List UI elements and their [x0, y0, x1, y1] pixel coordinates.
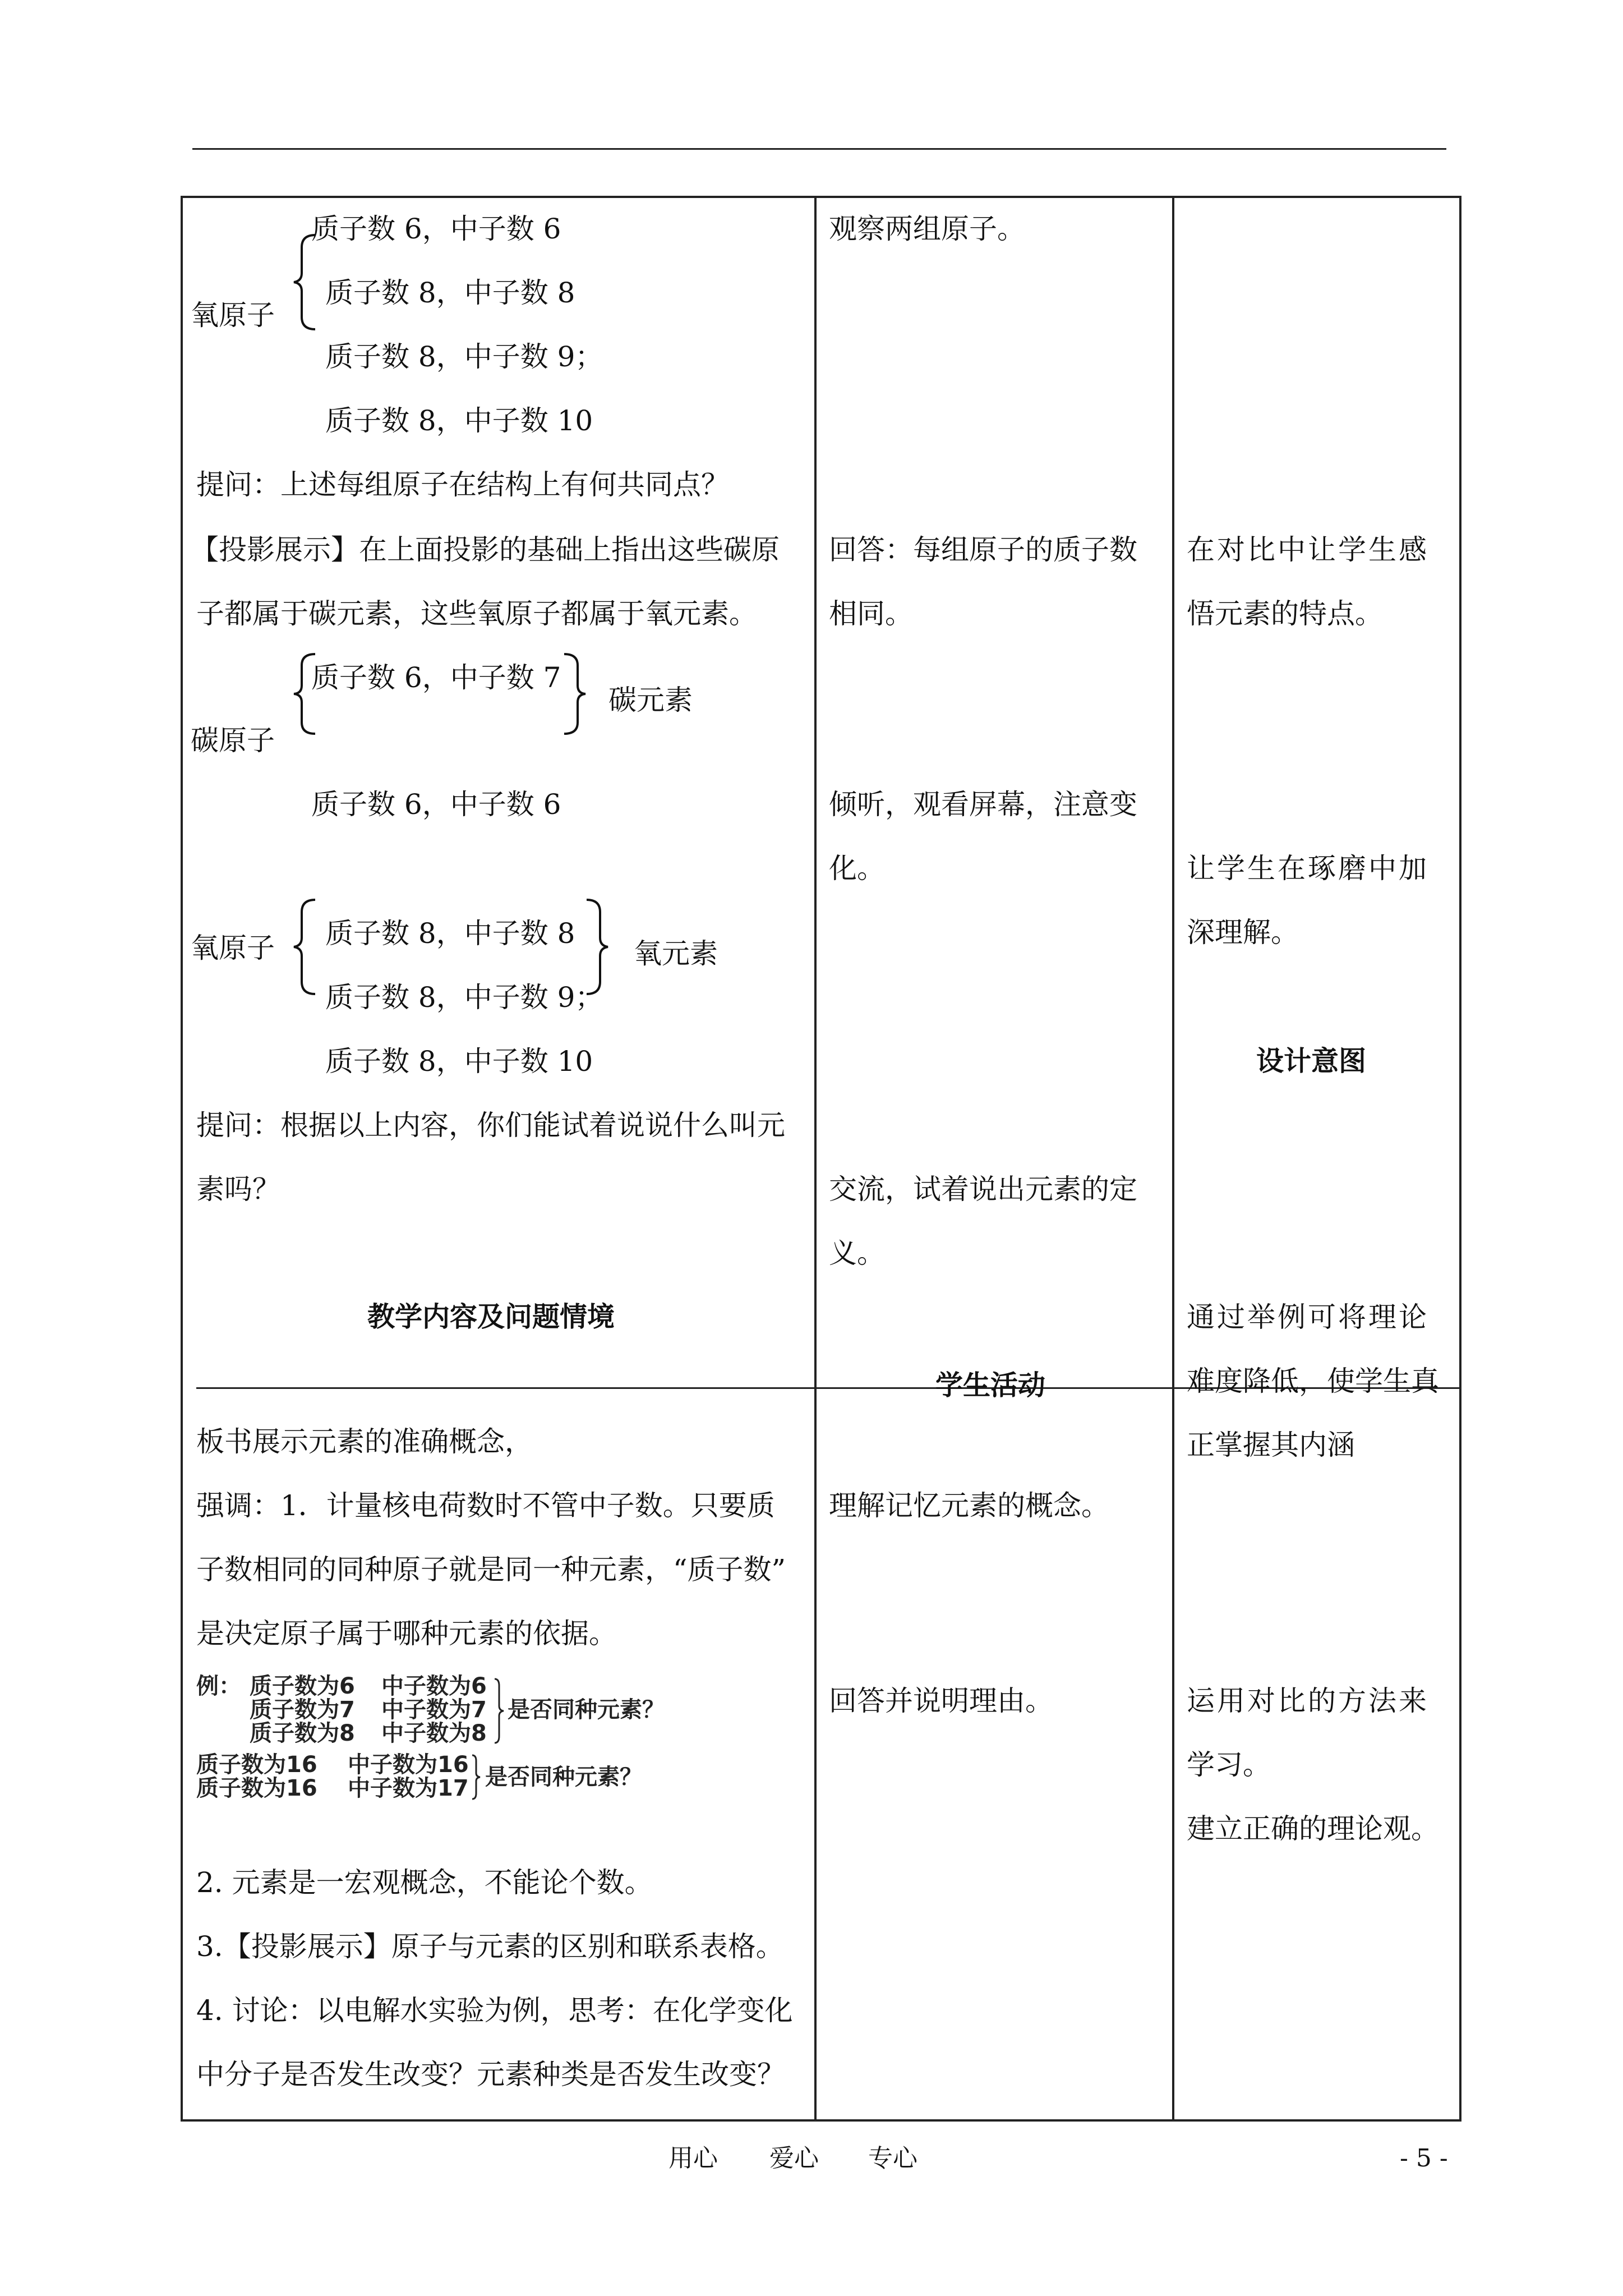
intent-2-line-1: 让学生在琢磨中加: [1187, 852, 1429, 885]
intent-3-line-1: 通过举例可将理论: [1187, 1301, 1429, 1333]
point-4-line-1: 4. 讨论：以电解水实验为例，思考：在化学变化: [196, 1994, 793, 2027]
page-number: - 5 -: [1400, 2144, 1448, 2173]
activity-memorize: 理解记忆元素的概念。: [829, 1489, 1109, 1522]
intent-4-line-3: 建立正确的理论观。: [1187, 1812, 1439, 1845]
oxygen-element-label: 氧元素: [634, 937, 718, 970]
projection-1-line-1: 【投影展示】在上面投影的基础上指出这些碳原: [191, 533, 780, 566]
example-row-5-protons: 质子数为16: [196, 1775, 317, 1801]
example-row-3-protons: 质子数为8: [250, 1720, 355, 1746]
question-1: 提问：上述每组原子在结构上有何共同点？: [196, 468, 729, 501]
table-divider-1: [814, 196, 817, 2122]
header-design-intent: 设计意图: [1256, 1045, 1367, 1077]
brace-icon: [494, 1678, 505, 1744]
carbon-group-2-line-1: 质子数 6，中子数 7: [311, 661, 561, 694]
table-bottom-border: [181, 2119, 1461, 2122]
activity-answer-2: 回答并说明理由。: [829, 1685, 1053, 1717]
point-3: 3.【投影展示】原子与元素的区别和联系表格。: [196, 1930, 784, 1963]
brace-icon: [471, 1754, 481, 1800]
example-label: 例：: [196, 1673, 241, 1699]
header-rule: [192, 148, 1446, 150]
activity-answer-1-line-1: 回答：每组原子的质子数: [829, 533, 1137, 566]
oxygen-group-2-line-1: 质子数 8，中子数 8: [325, 917, 575, 950]
emphasis-line-2: 子数相同的同种原子就是同一种元素，“质子数”: [196, 1553, 786, 1586]
header-student-activity: 学生活动: [935, 1369, 1046, 1401]
intent-4-line-2: 学习。: [1187, 1749, 1271, 1781]
example-row-1-protons: 质子数为6: [250, 1673, 355, 1699]
brace-icon: [291, 233, 319, 331]
oxygen-atom-label-2: 氧原子: [191, 932, 275, 964]
activity-answer-1-line-2: 相同。: [829, 597, 913, 630]
carbon-element-label: 碳元素: [608, 684, 693, 716]
activity-discuss-line-1: 交流，试着说出元素的定: [829, 1173, 1137, 1205]
emphasis-line-1: 强调：1．计量核电荷数时不管中子数。只要质: [196, 1489, 775, 1522]
carbon-group-1-line-1: 质子数 6，中子数 6: [311, 213, 561, 245]
example-question-1: 是否同种元素？: [508, 1697, 665, 1723]
example-question-2: 是否同种元素？: [485, 1764, 642, 1790]
activity-observe: 观察两组原子。: [829, 213, 1025, 245]
intent-3-line-2: 难度降低，使学生真: [1187, 1365, 1439, 1397]
example-row-5-neutrons: 中子数为17: [348, 1775, 469, 1801]
intent-3-line-3: 正掌握其内涵: [1187, 1429, 1355, 1461]
footer-motto-1: 用心: [668, 2144, 718, 2173]
activity-listen-line-1: 倾听，观看屏幕，注意变: [829, 788, 1137, 821]
example-row-4-protons: 质子数为16: [196, 1752, 317, 1778]
point-2: 2. 元素是一宏观概念，不能论个数。: [196, 1866, 653, 1899]
example-row-3-neutrons: 中子数为8: [381, 1720, 487, 1746]
projection-1-line-2: 子都属于碳元素，这些氧原子都属于氧元素。: [196, 597, 757, 630]
oxygen-group-1-line-3: 质子数 8，中子数 10: [325, 404, 593, 437]
table-divider-2: [1172, 196, 1174, 2122]
brace-icon: [291, 898, 319, 996]
header-teaching-content: 教学内容及问题情境: [367, 1301, 615, 1333]
footer-motto-3: 专心: [868, 2144, 917, 2173]
oxygen-group-1-line-1: 质子数 8，中子数 8: [325, 277, 575, 309]
intent-1-line-2: 悟元素的特点。: [1187, 597, 1383, 630]
table-top-border: [181, 196, 1461, 198]
carbon-atom-label: 碳原子: [191, 724, 275, 757]
intent-2-line-2: 深理解。: [1187, 916, 1299, 949]
example-row-1-neutrons: 中子数为6: [381, 1673, 487, 1699]
example-figure: [196, 1674, 701, 1826]
example-row-2-neutrons: 中子数为7: [381, 1697, 487, 1723]
brace-icon: [561, 652, 589, 736]
carbon-group-2-line-2: 质子数 6，中子数 6: [311, 788, 561, 821]
oxygen-group-2-line-2: 质子数 8，中子数 9；: [325, 981, 603, 1014]
emphasis-line-3: 是决定原子属于哪种元素的依据。: [196, 1617, 617, 1650]
point-4-line-2: 中分子是否发生改变？元素种类是否发生改变？: [196, 2058, 785, 2091]
intent-4-line-1: 运用对比的方法来: [1187, 1685, 1429, 1717]
example-row-2-protons: 质子数为7: [250, 1697, 355, 1723]
activity-discuss-line-2: 义。: [829, 1237, 885, 1269]
question-2-line-2: 素吗？: [196, 1173, 280, 1205]
question-2-line-1: 提问：根据以上内容，你们能试着说说什么叫元: [196, 1109, 785, 1142]
brace-icon: [291, 652, 319, 736]
example-row-4-neutrons: 中子数为16: [348, 1752, 469, 1778]
oxygen-group-1-line-2: 质子数 8，中子数 9；: [325, 341, 603, 373]
intent-1-line-1: 在对比中让学生感: [1187, 533, 1429, 566]
oxygen-group-2-line-3: 质子数 8，中子数 10: [325, 1045, 593, 1078]
table-right-border: [1459, 196, 1461, 2122]
table-left-border: [181, 196, 183, 2122]
activity-listen-line-2: 化。: [829, 852, 885, 885]
board-definition: 板书展示元素的准确概念，: [196, 1425, 533, 1458]
oxygen-atom-label: 氧原子: [191, 299, 275, 332]
footer-motto-2: 爱心: [769, 2144, 819, 2173]
